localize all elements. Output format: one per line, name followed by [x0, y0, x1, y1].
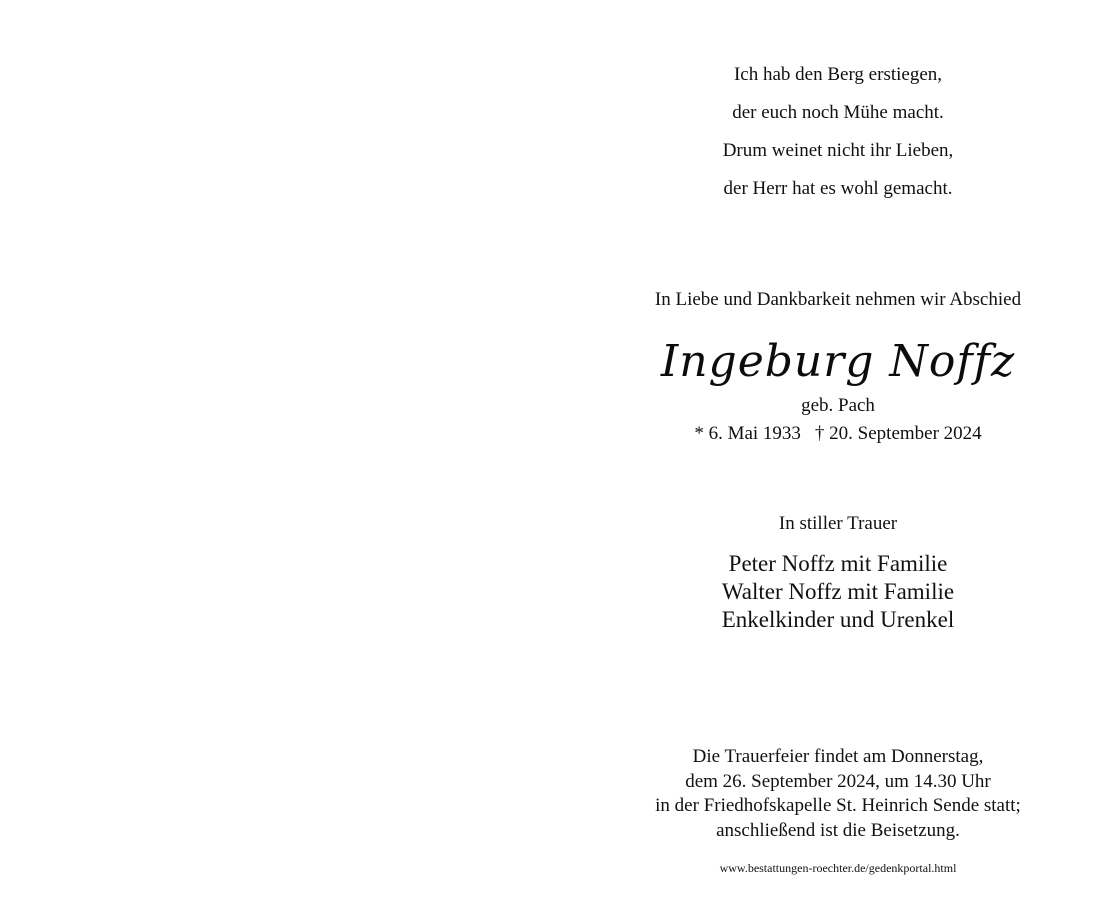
ceremony-line: in der Friedhofskapelle St. Heinrich Sende statt; [655, 795, 1021, 816]
farewell-intro: In Liebe und Dankbarkeit nehmen wir Abschied [654, 289, 1022, 310]
poem-line: der Herr hat es wohl gemacht. [723, 178, 953, 199]
poem-line: Drum weinet nicht ihr Lieben, [722, 140, 954, 161]
ceremony-line: anschließend ist die Beisetzung. [716, 819, 960, 841]
deceased-name: Ingeburg Noffz [660, 336, 1016, 387]
website-url: www.bestattungen-roechter.de/gedenkportal.html [719, 861, 957, 875]
life-dates [548, 421, 1118, 447]
poem-line: Ich hab den Berg erstiegen, [733, 64, 943, 85]
mourning-heading: In stiller Trauer [778, 513, 898, 534]
mourner-item: Walter Noffz mit Familie [721, 579, 955, 604]
mourner-item: Peter Noffz mit Familie [728, 551, 948, 576]
poem [548, 56, 1118, 208]
mourner-item: Enkelkinder und Urenkel [721, 607, 955, 632]
ceremony-info [548, 745, 1118, 843]
birth-name: geb. Pach [801, 395, 875, 416]
birth-date: * 6. Mai 1933 [694, 423, 801, 444]
poem-line: der euch noch Mühe macht. [732, 102, 944, 123]
ceremony-line: Die Trauerfeier findet am Donnerstag, [692, 746, 984, 767]
mourners-list [548, 550, 1118, 634]
ceremony-line: dem 26. September 2024, um 14.30 Uhr [685, 770, 991, 792]
left-blank-page [0, 0, 548, 900]
death-date: † 20. September 2024 [814, 423, 982, 444]
